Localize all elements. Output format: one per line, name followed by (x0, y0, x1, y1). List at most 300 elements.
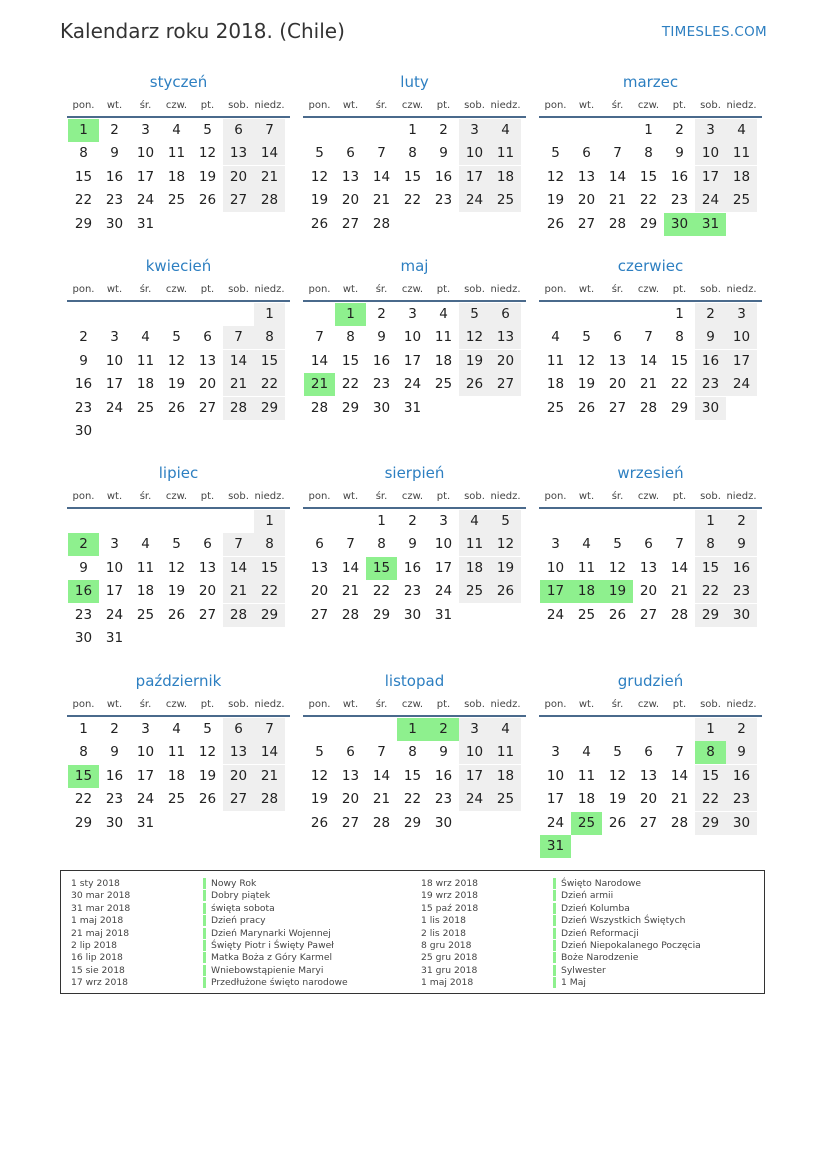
month-title: maj (400, 257, 429, 275)
day-cell: 3 (110, 329, 119, 346)
day-cell: 21 (341, 583, 360, 600)
day-cell: 27 (223, 189, 254, 212)
day-cell: 9 (110, 744, 119, 761)
weekday-label: pon. (544, 699, 567, 710)
day-cell: 30 (105, 215, 124, 232)
day-cell: 25 (167, 791, 186, 808)
day-cell: 13 (577, 168, 596, 185)
legend-date: 30 mar 2018 (71, 890, 131, 902)
day-cell: 22 (403, 791, 422, 808)
day-cell: 13 (198, 559, 217, 576)
holiday-day-cell: 15 (366, 557, 397, 580)
day-cell: 5 (490, 510, 521, 533)
day-cell: 15 (254, 350, 285, 373)
weekday-label: czw. (165, 699, 188, 710)
weekday-label: niedz. (490, 284, 521, 295)
weekday-label: czw. (165, 491, 188, 502)
legend-date: 16 lip 2018 (71, 952, 123, 964)
day-cell: 24 (459, 788, 490, 811)
day-cell: 22 (639, 192, 658, 209)
weekday-label: sob. (700, 491, 721, 502)
day-cell: 17 (726, 350, 757, 373)
day-cell: 20 (639, 791, 658, 808)
day-cell: 9 (79, 559, 88, 576)
day-cell: 23 (372, 376, 391, 393)
legend-holiday-name: Dzień Niepokalanego Poczęcia (553, 940, 701, 951)
day-cell: 12 (577, 352, 596, 369)
day-cell: 22 (403, 192, 422, 209)
day-cell: 13 (341, 767, 360, 784)
legend-date: 1 lis 2018 (421, 915, 466, 927)
day-cell: 11 (490, 741, 521, 764)
legend-date: 2 lip 2018 (71, 940, 118, 951)
page-title: Kalendarz roku 2018. (Chile) (60, 19, 345, 43)
day-cell: 23 (105, 791, 124, 808)
day-cell: 9 (675, 145, 684, 162)
day-cell: 2 (695, 303, 726, 326)
day-cell: 31 (403, 399, 422, 416)
day-cell: 17 (105, 583, 124, 600)
day-cell: 23 (403, 583, 422, 600)
day-cell: 18 (434, 352, 453, 369)
day-cell: 12 (459, 326, 490, 349)
day-cell: 10 (459, 741, 490, 764)
day-cell: 8 (408, 744, 417, 761)
day-cell: 30 (74, 423, 93, 439)
header-rule (67, 300, 290, 302)
weekday-label: czw. (637, 284, 660, 295)
day-cell: 26 (198, 791, 217, 808)
weekday-label: niedz. (254, 699, 285, 710)
day-cell: 6 (490, 303, 521, 326)
day-cell: 18 (490, 166, 521, 189)
day-cell: 14 (670, 767, 689, 784)
legend-date: 1 maj 2018 (421, 977, 474, 989)
legend-date: 18 wrz 2018 (421, 878, 479, 889)
day-cell: 12 (310, 168, 329, 185)
header-rule (539, 507, 762, 509)
day-cell: 8 (644, 145, 653, 162)
day-cell: 4 (141, 536, 150, 553)
day-cell: 21 (670, 583, 689, 600)
day-cell: 25 (459, 580, 490, 603)
day-cell: 24 (403, 376, 422, 393)
weekday-header (539, 491, 762, 505)
day-cell: 28 (372, 814, 391, 831)
legend-row (421, 903, 761, 915)
weekday-label: pon. (308, 491, 331, 502)
day-cell: 4 (172, 721, 181, 737)
day-cell: 17 (136, 168, 155, 185)
day-cell: 28 (310, 399, 329, 416)
weekday-label: sob. (464, 491, 485, 502)
day-cell: 3 (141, 122, 150, 138)
day-cell: 27 (198, 399, 217, 416)
day-cell: 19 (198, 168, 217, 185)
day-cell: 1 (79, 721, 88, 737)
day-cell: 9 (439, 744, 448, 761)
day-cell: 21 (254, 765, 285, 788)
weekday-label: śr. (375, 284, 388, 295)
day-cell: 10 (105, 559, 124, 576)
legend-date: 17 wrz 2018 (71, 977, 129, 989)
day-cell: 8 (695, 533, 726, 556)
brand-link[interactable]: TIMESLES.COM (661, 24, 767, 40)
day-cell: 23 (434, 192, 453, 209)
day-cell: 20 (341, 791, 360, 808)
day-cell: 25 (546, 399, 565, 416)
day-cell: 12 (310, 767, 329, 784)
day-cell: 1 (254, 303, 285, 326)
header-rule (67, 116, 290, 118)
day-cell: 29 (670, 399, 689, 416)
day-cell: 19 (167, 583, 186, 600)
month-9 (67, 672, 290, 872)
day-cell: 14 (372, 168, 391, 185)
day-cell: 14 (223, 350, 254, 373)
day-cell: 19 (490, 557, 521, 580)
weekday-label: pon. (544, 491, 567, 502)
day-cell: 21 (372, 791, 391, 808)
weekday-label: pt. (436, 491, 451, 502)
day-cell: 6 (582, 145, 591, 162)
header-rule (303, 116, 526, 118)
weekday-label: pt. (436, 284, 451, 295)
day-cell: 10 (546, 559, 565, 576)
weekday-label: niedz. (726, 491, 757, 502)
day-cell: 2 (110, 721, 119, 737)
day-cell: 14 (670, 559, 689, 576)
legend-date: 31 gru 2018 (421, 964, 478, 976)
day-cell: 6 (315, 536, 324, 553)
weekday-label: sob. (228, 284, 249, 295)
month-3 (67, 257, 290, 457)
day-cell: 1 (695, 510, 726, 533)
weekday-label: niedz. (490, 100, 521, 111)
header-rule (539, 300, 762, 302)
day-cell: 29 (639, 215, 658, 232)
day-cell: 25 (577, 606, 596, 623)
day-cell: 11 (167, 744, 186, 761)
day-cell: 25 (434, 376, 453, 393)
weekday-label: czw. (637, 699, 660, 710)
day-cell: 19 (459, 350, 490, 373)
day-cell: 2 (408, 513, 417, 529)
holiday-day-cell: 31 (695, 213, 726, 236)
day-cell: 9 (110, 145, 119, 162)
day-cell: 15 (341, 352, 360, 369)
legend-row (421, 878, 761, 890)
weekday-header (303, 284, 526, 298)
day-cell: 20 (639, 583, 658, 600)
day-cell: 7 (675, 536, 684, 553)
weekday-label: sob. (228, 699, 249, 710)
day-cell: 19 (167, 376, 186, 393)
day-cell: 21 (223, 580, 254, 603)
day-cell: 27 (198, 606, 217, 623)
day-cell: 3 (439, 513, 448, 529)
day-cell: 5 (203, 721, 212, 737)
month-4 (303, 257, 526, 457)
day-cell: 12 (167, 559, 186, 576)
day-cell: 16 (74, 376, 93, 393)
holiday-day-cell: 2 (68, 533, 99, 556)
month-title: kwiecień (145, 257, 212, 275)
day-cell: 20 (341, 192, 360, 209)
day-cell: 31 (136, 814, 155, 831)
header-rule (67, 715, 290, 717)
day-cell: 26 (310, 814, 329, 831)
day-cell: 20 (490, 350, 521, 373)
day-cell: 18 (167, 168, 186, 185)
day-cell: 26 (490, 580, 521, 603)
day-cell: 30 (726, 812, 757, 835)
day-cell: 11 (490, 142, 521, 165)
day-cell: 28 (670, 606, 689, 623)
weekday-label: sob. (700, 100, 721, 111)
day-cell: 9 (439, 145, 448, 162)
legend-holiday-name: Dzień Reformacji (553, 928, 639, 939)
weekday-label: wt. (342, 100, 359, 111)
weekday-label: sob. (700, 284, 721, 295)
month-6 (67, 464, 290, 664)
day-cell: 9 (726, 741, 757, 764)
day-cell: 22 (254, 373, 285, 396)
day-cell: 7 (254, 718, 285, 741)
weekday-label: pon. (308, 699, 331, 710)
legend-holiday-name: Święto Narodowe (553, 878, 641, 889)
day-cell: 17 (546, 791, 565, 808)
holiday-day-cell: 16 (68, 580, 99, 603)
day-cell: 7 (254, 119, 285, 142)
day-cell: 24 (105, 606, 124, 623)
day-cell: 11 (726, 142, 757, 165)
day-cell: 10 (403, 329, 422, 346)
day-cell: 9 (79, 352, 88, 369)
weekday-label: niedz. (726, 284, 757, 295)
day-cell: 20 (608, 376, 627, 393)
weekday-label: wt. (578, 100, 595, 111)
day-cell: 19 (608, 791, 627, 808)
weekday-label: pon. (72, 699, 95, 710)
weekday-label: czw. (401, 100, 424, 111)
weekday-label: czw. (401, 284, 424, 295)
day-cell: 12 (546, 168, 565, 185)
day-cell: 24 (136, 192, 155, 209)
day-cell: 1 (695, 718, 726, 741)
day-cell: 10 (434, 536, 453, 553)
legend-date: 21 maj 2018 (71, 927, 130, 939)
day-cell: 9 (695, 326, 726, 349)
weekday-label: pon. (544, 284, 567, 295)
weekday-label: śr. (375, 491, 388, 502)
day-cell: 3 (459, 119, 490, 142)
legend-holiday-name: święta sobota (203, 903, 275, 914)
day-cell: 3 (551, 536, 560, 553)
day-cell: 14 (639, 352, 658, 369)
day-cell: 26 (459, 373, 490, 396)
day-cell: 19 (577, 376, 596, 393)
legend-holiday-name: Dzień armii (553, 890, 613, 901)
day-cell: 27 (639, 606, 658, 623)
holiday-day-cell: 21 (304, 373, 335, 396)
weekday-label: czw. (165, 100, 188, 111)
day-cell: 3 (408, 306, 417, 322)
weekday-header (303, 699, 526, 713)
day-cell: 7 (377, 744, 386, 761)
day-cell: 5 (613, 744, 622, 761)
day-cell: 3 (551, 744, 560, 761)
day-cell: 12 (167, 352, 186, 369)
day-cell: 15 (254, 557, 285, 580)
day-cell: 21 (372, 192, 391, 209)
day-cell: 16 (105, 168, 124, 185)
day-cell: 23 (726, 788, 757, 811)
day-cell: 28 (223, 397, 254, 420)
day-cell: 20 (223, 166, 254, 189)
legend-holiday-name: Przedłużone święto narodowe (203, 977, 348, 988)
legend-holiday-name: Dzień Wszystkich Świętych (553, 915, 686, 926)
legend-date: 2 lis 2018 (421, 927, 466, 939)
day-cell: 22 (254, 580, 285, 603)
day-cell: 21 (608, 192, 627, 209)
day-cell: 29 (372, 606, 391, 623)
day-cell: 30 (695, 397, 726, 420)
weekday-label: pon. (72, 100, 95, 111)
day-cell: 30 (74, 630, 93, 646)
day-cell: 8 (408, 145, 417, 162)
day-cell: 24 (726, 373, 757, 396)
day-cell: 12 (608, 559, 627, 576)
legend-row (71, 890, 411, 902)
weekday-label: wt. (342, 491, 359, 502)
legend-holiday-name: Dzień pracy (203, 915, 266, 926)
legend-row (71, 903, 411, 915)
day-cell: 16 (726, 765, 757, 788)
day-cell: 10 (105, 352, 124, 369)
weekday-label: śr. (611, 100, 624, 111)
weekday-label: sob. (464, 100, 485, 111)
day-cell: 16 (670, 168, 689, 185)
day-cell: 8 (79, 744, 88, 761)
day-cell: 4 (459, 510, 490, 533)
month-title: styczeń (149, 73, 208, 91)
weekday-label: czw. (637, 491, 660, 502)
day-cell: 4 (582, 536, 591, 553)
day-cell: 11 (136, 559, 155, 576)
day-cell: 9 (377, 329, 386, 346)
weekday-label: niedz. (726, 100, 757, 111)
day-cell: 3 (110, 536, 119, 553)
weekday-label: sob. (700, 699, 721, 710)
legend-holiday-name: 1 Maj (553, 977, 586, 988)
day-cell: 28 (608, 215, 627, 232)
day-cell: 6 (613, 329, 622, 346)
day-cell: 26 (546, 215, 565, 232)
day-cell: 19 (546, 192, 565, 209)
weekday-label: pt. (200, 100, 215, 111)
day-cell: 23 (105, 192, 124, 209)
day-cell: 4 (172, 122, 181, 138)
day-cell: 4 (551, 329, 560, 346)
day-cell: 7 (675, 744, 684, 761)
weekday-header (539, 284, 762, 298)
day-cell: 5 (459, 303, 490, 326)
weekday-label: śr. (139, 284, 152, 295)
day-cell: 5 (172, 329, 181, 346)
day-cell: 10 (695, 142, 726, 165)
day-cell: 15 (639, 168, 658, 185)
weekday-label: czw. (401, 699, 424, 710)
month-5 (539, 257, 762, 457)
holiday-legend (60, 870, 765, 994)
day-cell: 23 (74, 606, 93, 623)
day-cell: 8 (79, 145, 88, 162)
day-cell: 8 (346, 329, 355, 346)
month-title: sierpień (384, 464, 445, 482)
day-cell: 19 (310, 192, 329, 209)
day-cell: 29 (341, 399, 360, 416)
day-cell: 11 (136, 352, 155, 369)
day-cell: 18 (459, 557, 490, 580)
day-cell: 4 (490, 718, 521, 741)
holiday-day-cell: 30 (664, 213, 695, 236)
day-cell: 5 (613, 536, 622, 553)
day-cell: 16 (726, 557, 757, 580)
day-cell: 3 (695, 119, 726, 142)
day-cell: 28 (254, 189, 285, 212)
day-cell: 30 (372, 399, 391, 416)
day-cell: 13 (639, 767, 658, 784)
weekday-label: pon. (308, 284, 331, 295)
legend-row (71, 928, 411, 940)
legend-holiday-name: Matka Boża z Góry Karmel (203, 952, 332, 963)
day-cell: 4 (582, 744, 591, 761)
day-cell: 11 (459, 533, 490, 556)
legend-row (421, 928, 761, 940)
weekday-label: pt. (672, 100, 687, 111)
day-cell: 5 (551, 145, 560, 162)
day-cell: 16 (372, 352, 391, 369)
holiday-day-cell: 1 (397, 718, 428, 741)
weekday-label: wt. (106, 100, 123, 111)
month-title: czerwiec (617, 257, 684, 275)
day-cell: 21 (223, 373, 254, 396)
day-cell: 24 (434, 583, 453, 600)
weekday-label: śr. (611, 491, 624, 502)
day-cell: 27 (608, 399, 627, 416)
legend-date: 15 sie 2018 (71, 964, 125, 976)
day-cell: 26 (310, 215, 329, 232)
legend-row (421, 952, 761, 964)
day-cell: 27 (490, 373, 521, 396)
weekday-label: sob. (228, 100, 249, 111)
weekday-label: czw. (401, 491, 424, 502)
day-cell: 2 (439, 122, 448, 138)
month-title: lipiec (158, 464, 199, 482)
day-cell: 22 (74, 192, 93, 209)
weekday-label: sob. (464, 699, 485, 710)
day-cell: 13 (198, 352, 217, 369)
day-cell: 25 (136, 399, 155, 416)
day-cell: 27 (341, 814, 360, 831)
day-cell: 16 (434, 168, 453, 185)
day-cell: 8 (254, 533, 285, 556)
day-cell: 6 (644, 536, 653, 553)
day-cell: 20 (310, 583, 329, 600)
legend-holiday-name: Nowy Rok (203, 878, 256, 889)
day-cell: 30 (434, 814, 453, 831)
